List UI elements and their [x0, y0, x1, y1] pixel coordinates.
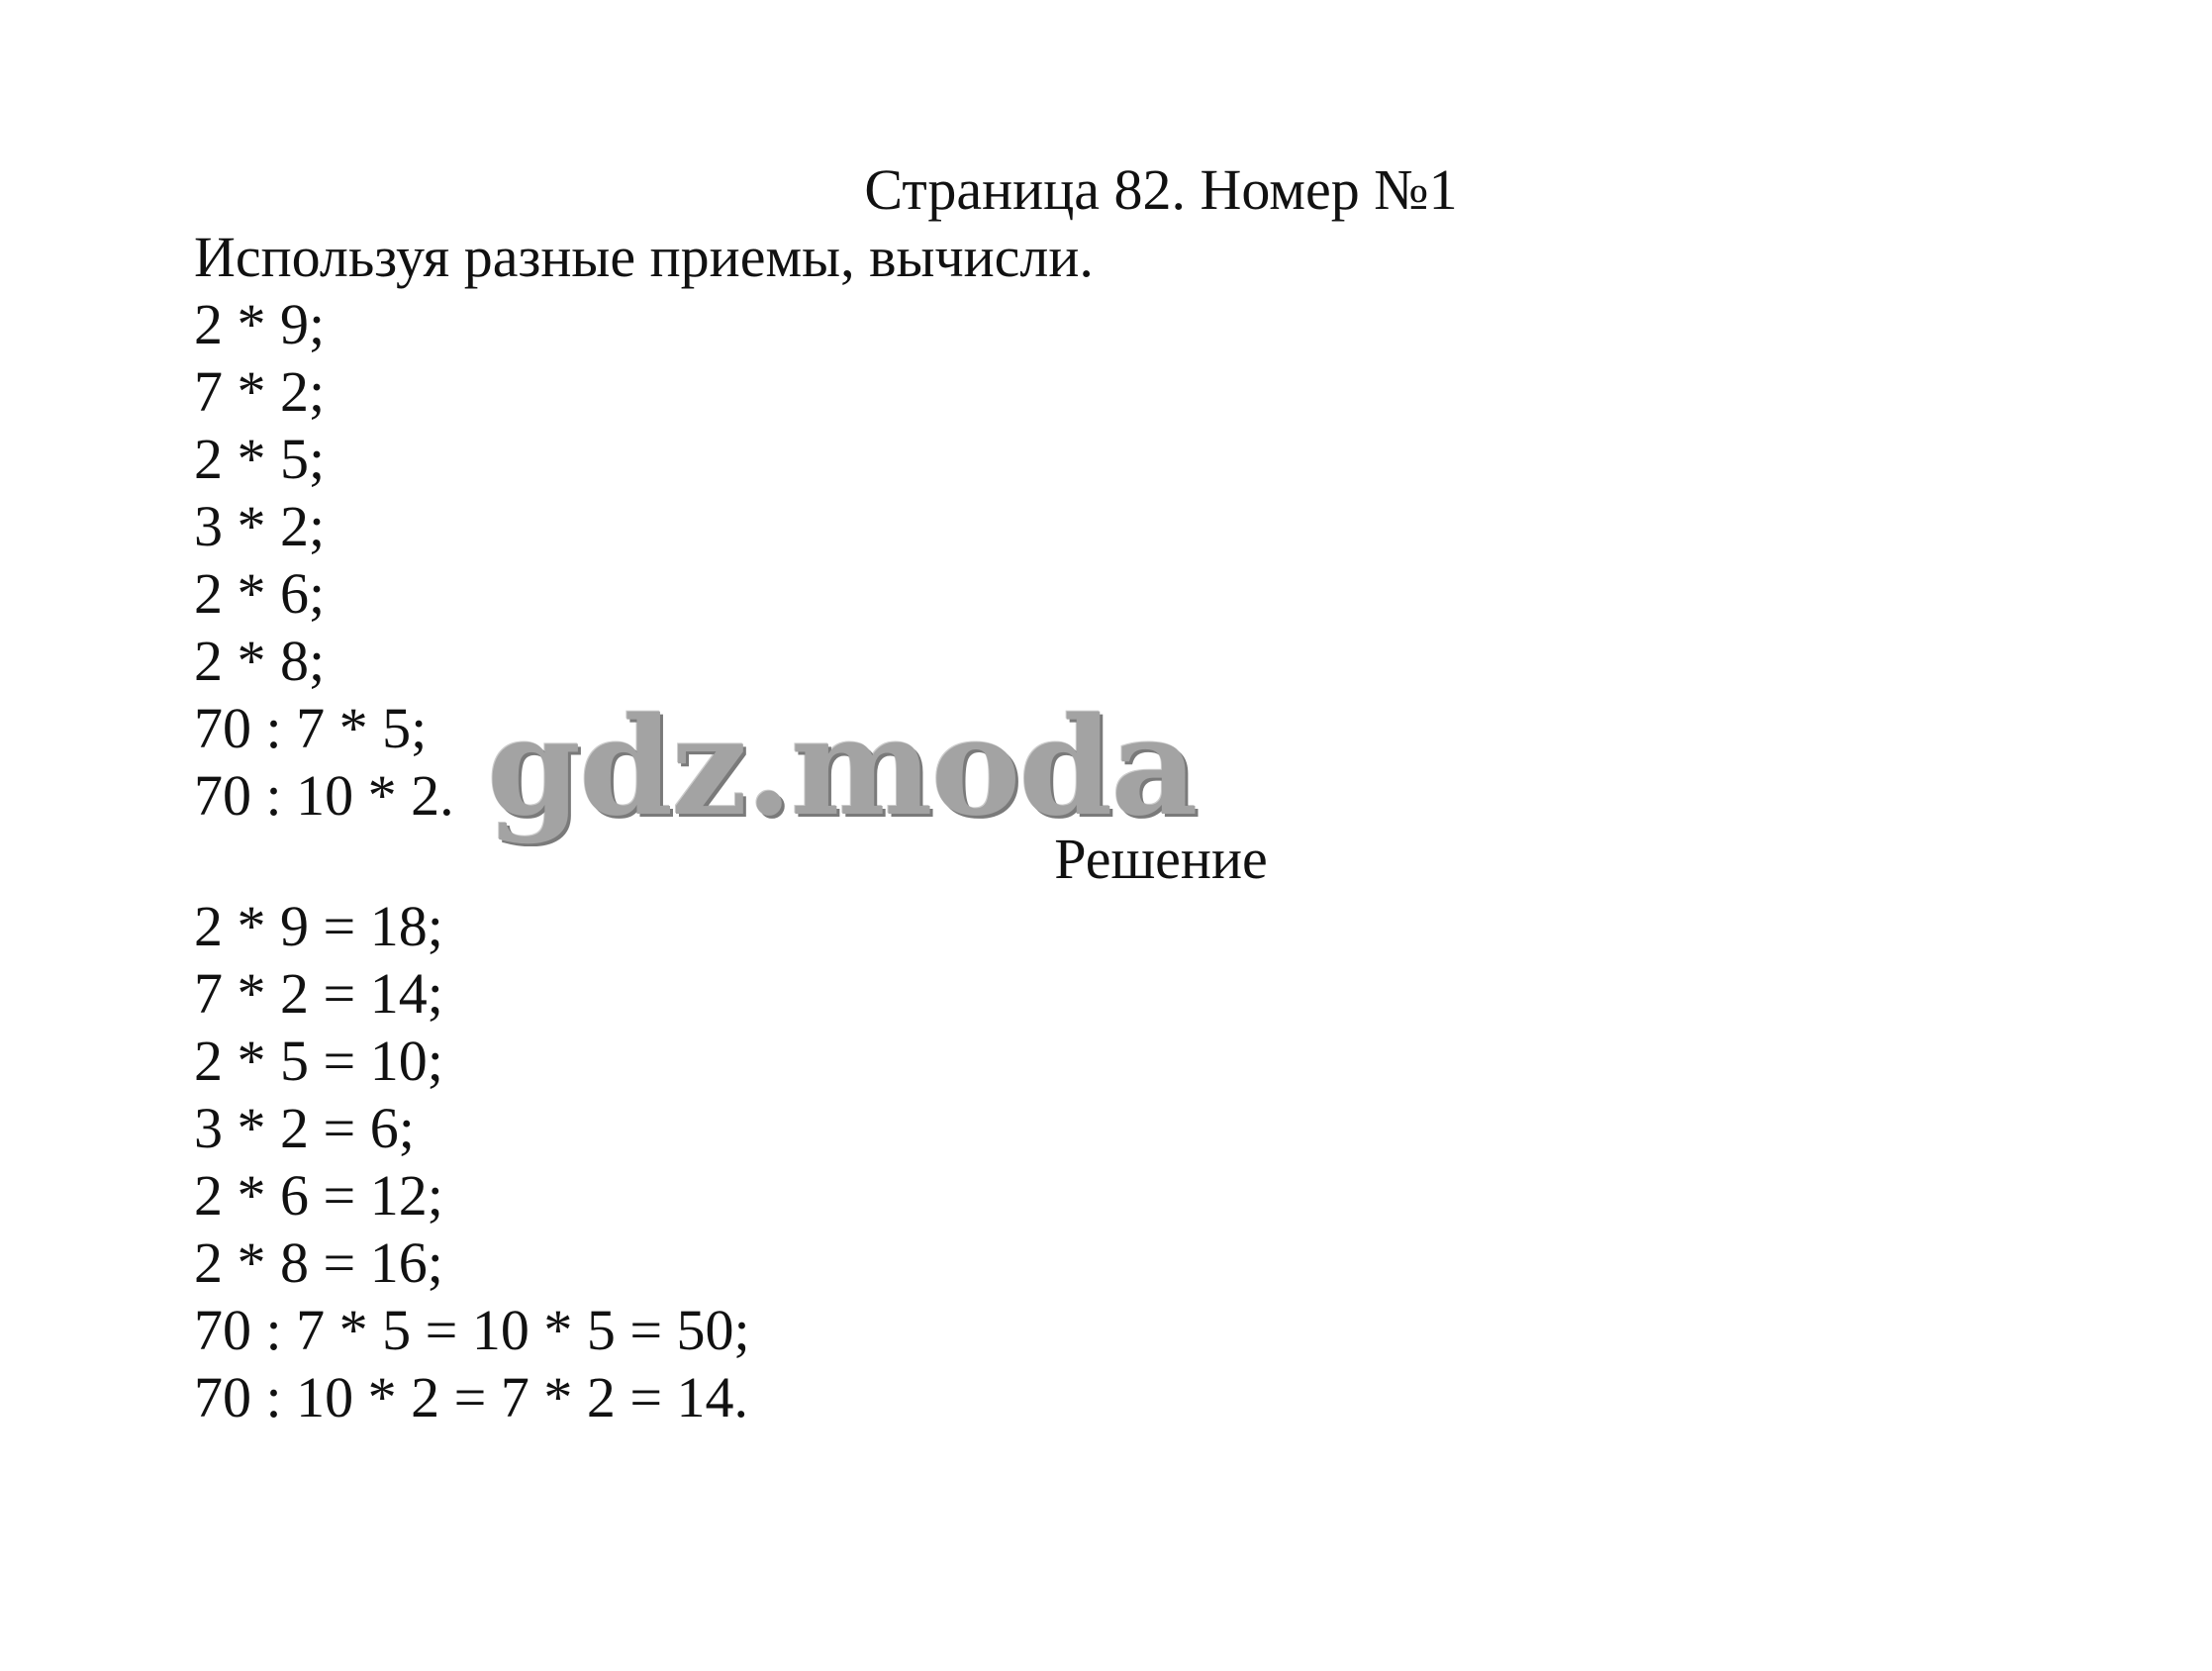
solution-heading: Решение — [1054, 827, 1268, 891]
problem-list — [194, 291, 454, 830]
page-title: Страница 82. Номер №1 — [864, 157, 1458, 222]
problem-line: 3 * 2; — [194, 494, 326, 558]
solution-line: 70 : 7 * 5 = 10 * 5 = 50; — [194, 1298, 750, 1362]
problem-line: 7 * 2; — [194, 359, 326, 424]
problem-line: 2 * 8; — [194, 629, 326, 693]
task-text: Используя разные приемы, вычисли. — [194, 225, 1094, 289]
problem-line: 2 * 9; — [194, 292, 326, 356]
problem-line: 70 : 10 * 2. — [194, 763, 454, 828]
solution-line: 2 * 9 = 18; — [194, 894, 443, 958]
problem-line: 70 : 7 * 5; — [194, 696, 428, 760]
problem-line: 2 * 5; — [194, 427, 326, 491]
solution-line: 2 * 5 = 10; — [194, 1029, 443, 1093]
solution-line: 2 * 6 = 12; — [194, 1163, 443, 1228]
solution-list — [194, 893, 750, 1431]
solution-line: 7 * 2 = 14; — [194, 961, 443, 1026]
problem-line: 2 * 6; — [194, 561, 326, 626]
solution-line: 3 * 2 = 6; — [194, 1096, 415, 1160]
solution-line: 70 : 10 * 2 = 7 * 2 = 14. — [194, 1365, 749, 1429]
solution-line: 2 * 8 = 16; — [194, 1230, 443, 1295]
watermark-logo: gdz.moda — [487, 688, 1197, 846]
